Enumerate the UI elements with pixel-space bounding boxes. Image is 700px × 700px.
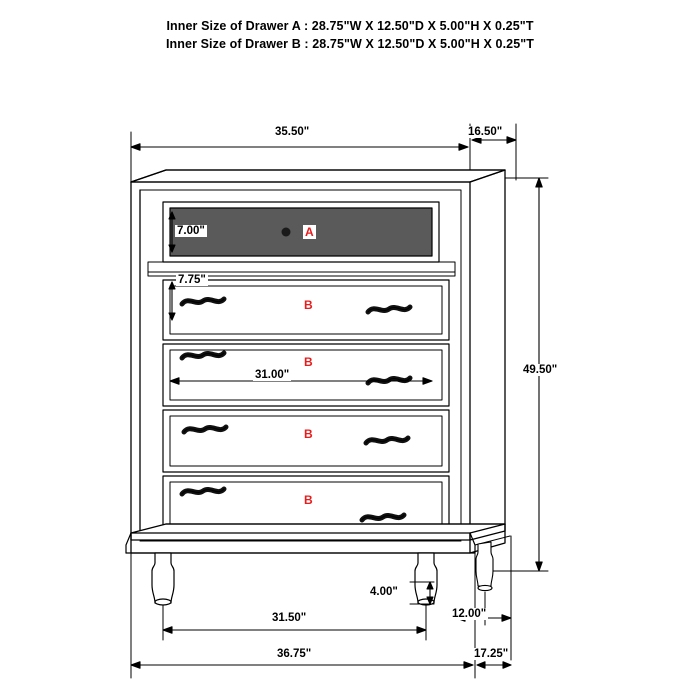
dim-drawer-b-height-label: 7.75": [178, 274, 206, 286]
drawer-label-b3: B: [304, 427, 313, 441]
drawer-label-a: A: [305, 225, 314, 239]
dim-top-depth-label: 16.50": [468, 126, 503, 138]
drawer-b-spec-text: Inner Size of Drawer B : 28.75"W X 12.50"D X 5.00"H X 0.25"T: [165, 37, 535, 51]
dim-overall-depth-label: 17.25": [474, 648, 509, 660]
dim-top-width-label: 35.50": [275, 126, 310, 138]
drawer-label-b1: B: [304, 298, 313, 312]
dim-base-depth-label: 12.00": [452, 608, 487, 620]
drawer-label-b2: B: [304, 355, 313, 369]
drawer-a-spec-text: Inner Size of Drawer A : 28.75"W X 12.50"D X 5.00"H X 0.25"T: [166, 19, 534, 33]
drawer-label-b4: B: [304, 493, 313, 507]
dim-overall-width-label: 36.75": [277, 648, 312, 660]
dim-base-width-label: 31.50": [272, 612, 307, 624]
dim-base-clearance-label: 4.00": [370, 586, 398, 598]
dim-inner-drawer-width-label: 31.00": [255, 369, 290, 381]
dim-overall-height-label: 49.50": [523, 364, 558, 376]
dim-drawer-a-height-label: 7.00": [177, 225, 205, 237]
